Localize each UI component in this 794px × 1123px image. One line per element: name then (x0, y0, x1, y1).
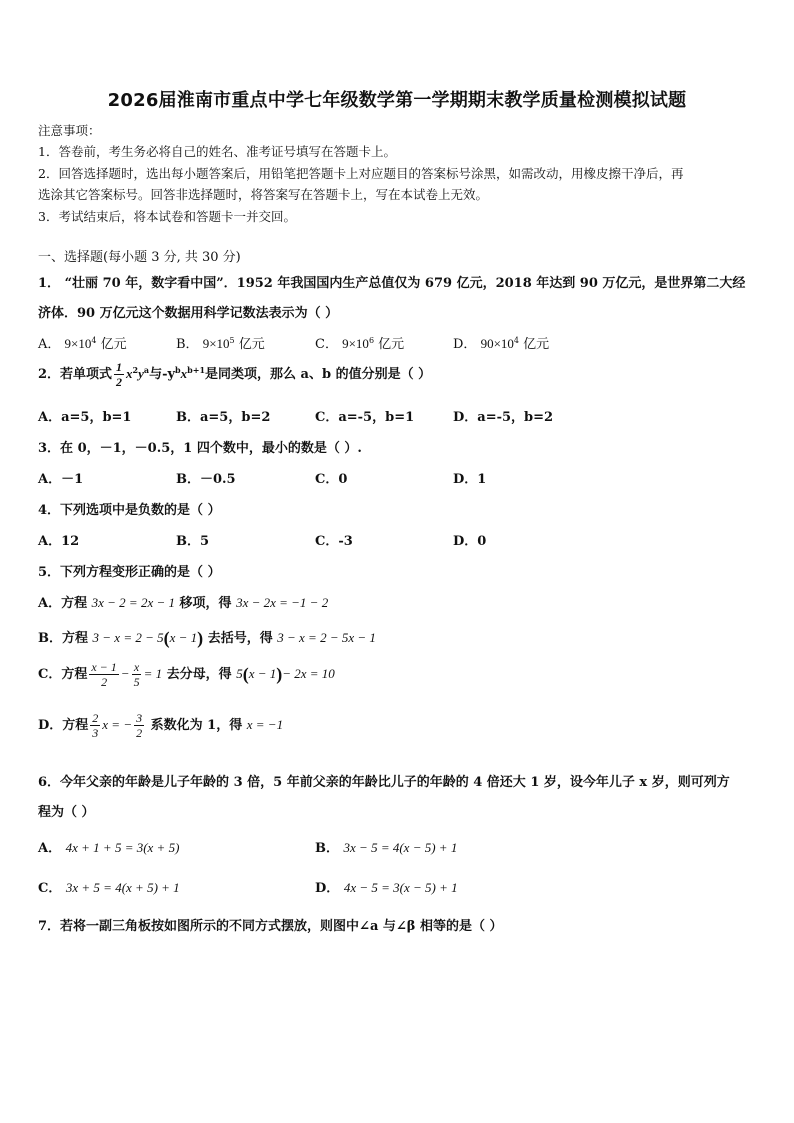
q1-option-c[interactable]: C． $9\times 10^6$ 亿元 (315, 336, 405, 352)
q3-option-b[interactable]: B．－0.5 (176, 472, 236, 487)
notice-heading: 注意事项： (38, 123, 101, 138)
question-2-text: 2．若单项式 $\frac{1}{2}$ $x^2y^a$与$-y^bx^{b+1}$是同类项，那么 a、b 的值分别是（ ） (38, 360, 432, 389)
q5-option-a[interactable]: A．方程 3x − 2 = 2x − 1 移项，得 3x − 2x = −1 − 2 (38, 595, 329, 611)
q5-d-fraction-1: $\frac{2}{3}$ (92, 711, 99, 740)
q5-c-fraction-1: $\frac{x - 1}{2}$ (91, 660, 117, 689)
question-4-text: 4．下列选项中是负数的是（ ） (38, 503, 221, 518)
question-1-text-cont: 济体．90 万亿元这个数据用科学记数法表示为（ ） (38, 306, 339, 321)
question-3-text: 3．在 0，－1，－0.5，1 四个数中，最小的数是（ ）. (38, 441, 362, 456)
q4-option-c[interactable]: C．-3 (315, 534, 353, 549)
q2-option-d[interactable]: D．a=-5，b=2 (453, 410, 554, 425)
q6-option-c[interactable]: C． 3x + 5 = 4(x + 5) + 1 (38, 880, 180, 896)
q2-option-b[interactable]: B．a=5，b=2 (176, 410, 271, 425)
question-6-text: 6．今年父亲的年龄是儿子年龄的 3 倍，5 年前父亲的年龄比儿子的年龄的 4 倍还大 1 岁，设今年儿子 x 岁，则可列方 (38, 775, 730, 790)
question-6-text-cont: 程为（ ） (38, 805, 95, 820)
q4-option-d[interactable]: D．0 (453, 534, 487, 549)
q2-option-a[interactable]: A．a=5，b=1 (38, 410, 132, 425)
notice-item-1: 1．答卷前，考生务必将自己的姓名、准考证号填写在答题卡上。 (38, 144, 396, 159)
q6-option-b[interactable]: B． 3x − 5 = 4(x − 5) + 1 (315, 840, 458, 856)
q1-option-b[interactable]: B． $9\times 10^5$ 亿元 (176, 336, 265, 352)
q3-option-a[interactable]: A．－1 (38, 472, 84, 487)
question-7-text: 7．若将一副三角板按如图所示的不同方式摆放，则图中∠a 与∠β 相等的是（ ） (38, 919, 503, 934)
notice-item-2: 2．回答选择题时，选出每小题答案后，用铅笔把答题卡上对应题目的答案标号涂黑，如需改动，用橡皮擦干净后，再 (38, 166, 684, 181)
q2-option-c[interactable]: C．a=-5，b=1 (315, 410, 415, 425)
notice-item-3: 3．考试结束后，将本试卷和答题卡一并交回。 (38, 209, 296, 224)
q4-option-b[interactable]: B．5 (176, 534, 210, 549)
q6-option-a[interactable]: A． 4x + 1 + 5 = 3(x + 5) (38, 840, 180, 856)
q2-fraction: $\frac{1}{2}$ (116, 360, 123, 389)
q5-d-fraction-2: $\frac{3}{2}$ (136, 711, 143, 740)
q1-option-a[interactable]: A． $9\times 10^4$ 亿元 (38, 336, 127, 352)
q5-option-d[interactable]: D．方程 $\frac{2}{3}$ x = − $\frac{3}{2}$ 系数化为 1，得 x = −1 (38, 711, 284, 740)
question-5-text: 5．下列方程变形正确的是（ ） (38, 565, 221, 580)
page-title: 2026届淮南市重点中学七年级数学第一学期期末教学质量检测模拟试题 (107, 90, 687, 111)
q5-option-b[interactable]: B．方程 3 − x = 2 − 5(x − 1) 去括号，得 3 − x = 2 − 5x − 1 (38, 628, 376, 648)
q3-option-c[interactable]: C．0 (315, 472, 348, 487)
q1-option-d[interactable]: D． $90\times 10^4$ 亿元 (453, 336, 550, 352)
q4-option-a[interactable]: A．12 (38, 534, 80, 549)
q6-option-d[interactable]: D． 4x − 5 = 3(x − 5) + 1 (315, 880, 458, 896)
notice-item-2-cont: 选涂其它答案标号。回答非选择题时，将答案写在答题卡上，写在本试卷上无效。 (38, 187, 489, 202)
q3-option-d[interactable]: D．1 (453, 472, 487, 487)
q5-c-fraction-2: $\frac{x}{5}$ (133, 660, 140, 689)
q5-option-c[interactable]: C．方程 $\frac{x - 1}{2}$ − $\frac{x}{5}$ = 1 去分母，得 5(x − 1)− 2x = 10 (38, 660, 335, 689)
section-heading: 一、选择题(每小题 3 分, 共 30 分) (38, 250, 241, 265)
question-1-text: 1． “壮丽 70 年，数字看中国”．1952 年我国国内生产总值仅为 679 亿元，2018 年达到 90 万亿元，是世界第二大经 (38, 276, 746, 291)
